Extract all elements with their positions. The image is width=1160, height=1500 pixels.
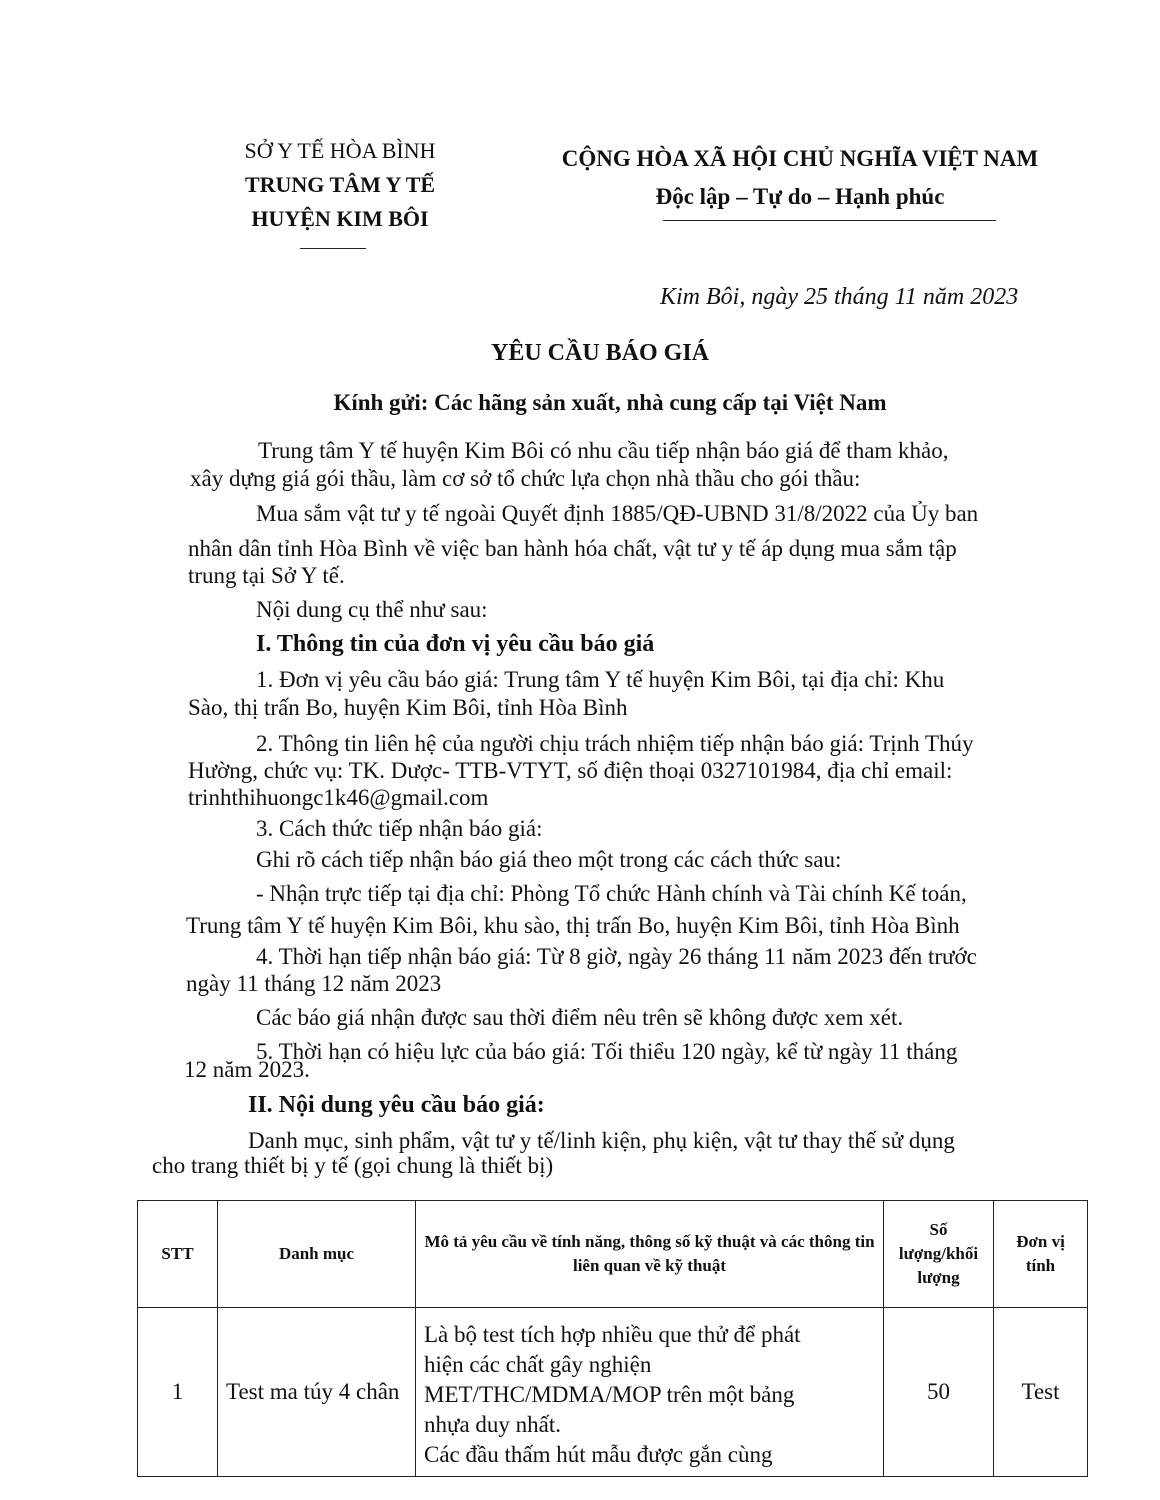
col-header-desc: Mô tả yêu cầu về tính năng, thông số kỹ thuật và các thông tin liên quan về kỹ thuật bbox=[416, 1201, 884, 1308]
desc-line: hiện các chất gây nghiện bbox=[424, 1352, 652, 1377]
section-heading-2: II. Nội dung yêu cầu báo giá: bbox=[248, 1092, 545, 1118]
cell-item: Test ma túy 4 chân bbox=[218, 1308, 416, 1477]
item-4-line: ngày 11 tháng 12 năm 2023 bbox=[186, 971, 442, 996]
package-line: nhân dân tỉnh Hòa Bình về việc ban hành hóa chất, vật tư y tế áp dụng mua sắm tập bbox=[188, 536, 957, 561]
item-3b-line: Trung tâm Y tế huyện Kim Bôi, khu sào, thị trấn Bo, huyện Kim Bôi, tỉnh Hòa Bình bbox=[186, 913, 960, 938]
page-title: YÊU CẦU BÁO GIÁ bbox=[490, 340, 709, 366]
contact-email: trinhthihuongc1k46@gmail.com bbox=[188, 785, 489, 810]
col-header-item: Danh mục bbox=[218, 1201, 416, 1308]
item-1-line: Sào, thị trấn Bo, huyện Kim Bôi, tỉnh Hòa Bình bbox=[188, 695, 628, 720]
col-header-unit: Đơn vị tính bbox=[994, 1201, 1088, 1308]
table-row bbox=[138, 1308, 1088, 1477]
nation-motto: Độc lập – Tự do – Hạnh phúc bbox=[655, 184, 945, 209]
agency-name-line2: HUYỆN KIM BÔI bbox=[251, 206, 429, 231]
item-1-line: 1. Đơn vị yêu cầu báo giá: Trung tâm Y tế huyện Kim Bôi, tại địa chỉ: Khu bbox=[256, 667, 945, 692]
item-4a-line: Các báo giá nhận được sau thời điểm nêu trên sẽ không được xem xét. bbox=[256, 1005, 904, 1030]
item-2-line: 2. Thông tin liên hệ của người chịu trách nhiệm tiếp nhận báo giá: Trịnh Thúy bbox=[256, 731, 974, 756]
desc-line: MET/THC/MDMA/MOP trên một bảng bbox=[424, 1382, 795, 1407]
recipient-line: Kính gửi: Các hãng sản xuất, nhà cung cấp tại Việt Nam bbox=[333, 390, 887, 415]
col-header-qty: Số lượng/khối lượng bbox=[884, 1201, 994, 1308]
cell-stt: 1 bbox=[138, 1308, 218, 1477]
section-2-intro: Danh mục, sinh phẩm, vật tư y tế/linh kiện, phụ kiện, vật tư thay thế sử dụng bbox=[248, 1128, 955, 1153]
item-3a-line: Ghi rõ cách tiếp nhận báo giá theo một trong các cách thức sau: bbox=[256, 847, 842, 872]
motto-underline bbox=[663, 220, 996, 221]
quotation-table bbox=[137, 1200, 1088, 1477]
intro-line: xây dựng giá gói thầu, làm cơ sở tổ chức lựa chọn nhà thầu cho gói thầu: bbox=[190, 466, 861, 491]
desc-line: nhựa duy nhất. bbox=[424, 1412, 562, 1437]
agency-header bbox=[200, 134, 480, 236]
package-line: trung tại Sở Y tế. bbox=[188, 563, 345, 588]
nation-title: CỘNG HÒA XÃ HỘI CHỦ NGHĨA VIỆT NAM bbox=[561, 146, 1039, 171]
item-4-line: 4. Thời hạn tiếp nhận báo giá: Từ 8 giờ, ngày 26 tháng 11 năm 2023 đến trước bbox=[256, 944, 977, 969]
desc-line: Là bộ test tích hợp nhiều que thử để phát bbox=[424, 1322, 801, 1347]
agency-name-line1: TRUNG TÂM Y TẾ bbox=[244, 172, 436, 197]
package-line: Mua sắm vật tư y tế ngoài Quyết định 1885/QĐ-UBND 31/8/2022 của Ủy ban bbox=[256, 501, 979, 526]
cell-desc bbox=[416, 1308, 884, 1477]
agency-parent: SỞ Y TẾ HÒA BÌNH bbox=[244, 138, 436, 163]
date-line: Kim Bôi, ngày 25 tháng 11 năm 2023 bbox=[660, 284, 1019, 310]
item-3b-line: - Nhận trực tiếp tại địa chỉ: Phòng Tổ chức Hành chính và Tài chính Kế toán, bbox=[256, 881, 967, 906]
item-5-line: 12 năm 2023. bbox=[184, 1057, 310, 1082]
desc-line: Các đầu thấm hút mẫu được gắn cùng bbox=[424, 1442, 773, 1467]
col-header-stt: STT bbox=[138, 1201, 218, 1308]
table-header-row bbox=[138, 1201, 1088, 1308]
section-heading-1: I. Thông tin của đơn vị yêu cầu báo giá bbox=[256, 631, 655, 657]
item-5-line: 5. Thời hạn có hiệu lực của báo giá: Tối thiểu 120 ngày, kể từ ngày 11 tháng bbox=[256, 1039, 958, 1064]
intro-line: Trung tâm Y tế huyện Kim Bôi có nhu cầu tiếp nhận báo giá để tham khảo, bbox=[258, 438, 949, 463]
cell-qty: 50 bbox=[884, 1308, 994, 1477]
item-2-line: Hường, chức vụ: TK. Dược- TTB-VTYT, số điện thoại 0327101984, địa chỉ email: bbox=[188, 758, 953, 783]
item-3-line: 3. Cách thức tiếp nhận báo giá: bbox=[256, 816, 543, 841]
content-intro: Nội dung cụ thể như sau: bbox=[256, 597, 488, 622]
agency-underline bbox=[300, 248, 366, 249]
nation-header bbox=[530, 140, 1070, 216]
cell-unit: Test bbox=[994, 1308, 1088, 1477]
section-2-intro: cho trang thiết bị y tế (gọi chung là thiết bị) bbox=[152, 1153, 554, 1178]
